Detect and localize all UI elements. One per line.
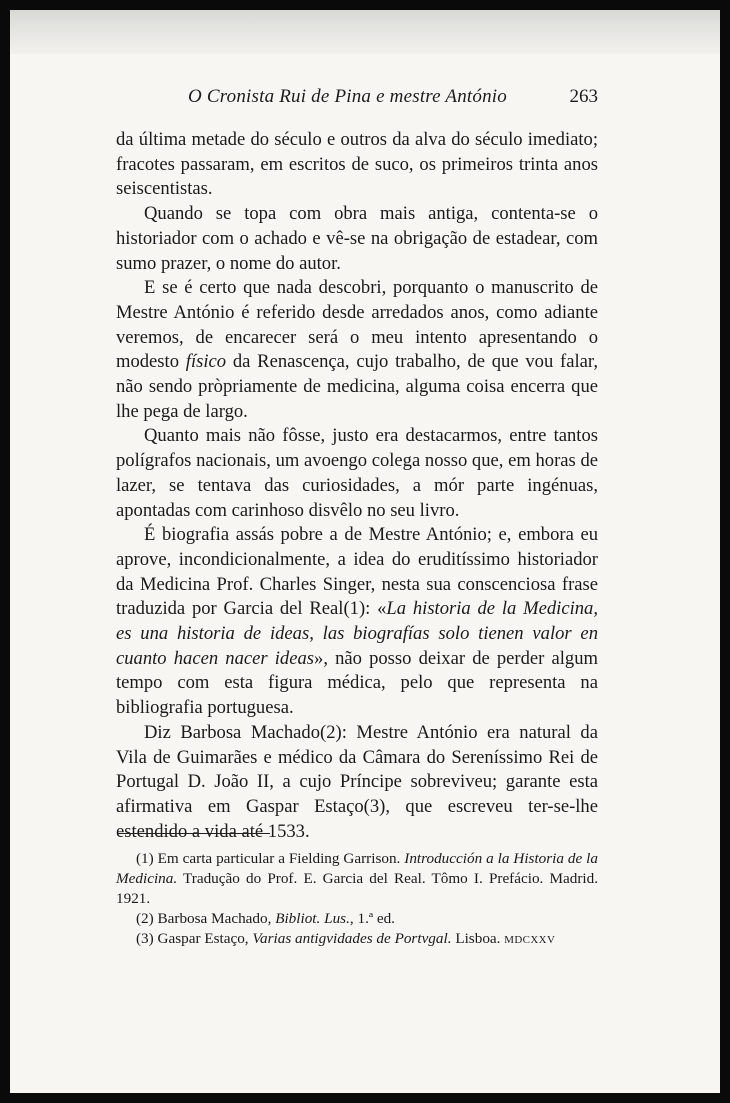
footnote-2-mark: (2) <box>136 910 154 927</box>
page-number: 263 <box>569 86 598 107</box>
footnote-3-year: MDCXXV <box>504 934 556 946</box>
footnote-1 <box>116 849 598 909</box>
paragraph-6-text-mid: : Mestre António era natural da Vila de Guimarães e médico da Câmara do Sereníssimo Rei de Portugal D. João II, a cujo Príncipe sobreviveu; garante esta afirmativa em Gaspar Estaço <box>116 721 598 817</box>
paragraph-3-italic: físico <box>185 351 227 373</box>
paragraph-6 <box>116 721 598 845</box>
scan-shadow-band <box>10 10 720 54</box>
paragraph-5 <box>116 523 598 721</box>
footnote-3-text: Gaspar Estaço, <box>153 930 253 947</box>
paragraph-4 <box>116 424 598 523</box>
paragraph-3-text-end: da Renascença, cujo trabalho, de que vou falar, não sendo pròpriamente de medicina, alguma coisa encerra que lhe pega de largo. <box>116 351 598 422</box>
footnote-2 <box>116 909 598 929</box>
paragraph-5-quote: La historia de la Medicina, es una historia de ideas, las biografías solo tienen valor en cuanto hacen nacer ideas <box>116 598 598 669</box>
footnote-3-mark: (3) <box>136 930 154 947</box>
footnote-1-title: Introducción a la Historia de la Medicina. <box>116 850 598 887</box>
paragraph-3 <box>116 276 598 424</box>
page <box>10 10 720 1093</box>
footnote-3-title: Varias antigvidades de Portvgal. <box>252 930 452 947</box>
paragraph-5-quote-open: : « <box>365 598 387 620</box>
paragraph-4-text: Quanto mais não fôsse, justo era destacarmos, entre tantos polígrafos nacionais, um avoengo colega nosso que, em horas de lazer, se tentava das curiosidades, a mór parte ingénuas, apontadas com carinhoso disvêlo no seu livro. <box>116 425 598 521</box>
paragraph-3-text: E se é certo que nada descobri, porquanto o manuscrito de Mestre António é referido desde arredados anos, como adiante veremos, de encarecer será o meu intento apresentando o modesto <box>116 277 598 373</box>
footnote-1-rest: Tradução do Prof. E. Garcia del Real. Tômo I. Prefácio. Madrid. 1921. <box>116 870 598 907</box>
footnote-rule <box>118 833 270 834</box>
footnote-2-text: Barbosa Machado, <box>153 910 276 927</box>
footnote-1-text: Em carta particular a Fielding Garrison. <box>153 850 405 867</box>
paragraph-2 <box>116 202 598 276</box>
footnote-ref-1: (1) <box>343 598 366 620</box>
footnote-1-mark: (1) <box>136 850 154 867</box>
footnote-2-title: Bibliot. Lus. <box>275 910 350 927</box>
paragraph-1-text: da última metade do século e outros da alva do século imediato; fracotes passaram, em escritos de suco, os primeiros trinta anos seiscentistas. <box>116 129 598 200</box>
footnote-2-rest: , 1.ª ed. <box>349 910 395 927</box>
footnote-3-rest: Lisboa. <box>451 930 505 947</box>
running-title: O Cronista Rui de Pina e mestre António <box>188 86 507 107</box>
paragraph-1 <box>116 128 598 202</box>
paragraph-6-text-end: , que escreveu ter-se-lhe estendido a vida até 1533. <box>116 795 598 842</box>
paragraph-5-text: É biografia assás pobre a de Mestre António; e, embora eu aprove, incondicionalmente, a idea do eruditíssimo historiador da Medicina Prof. Charles Singer, nesta sua conscenciosa frase traduzida por Garcia del Real <box>116 524 598 620</box>
footnote-3 <box>116 929 598 950</box>
paragraph-2-text: Quando se topa com obra mais antiga, contenta-se o historiador com o achado e vê-se na obrigação de estadear, com sumo prazer, o nome do autor. <box>116 203 598 274</box>
paragraph-6-text: Diz Barbosa Machado <box>144 721 321 743</box>
main-text <box>116 128 598 844</box>
paragraph-5-text-end: », não posso deixar de perder algum tempo com esta figura médica, pelo que representa na bibliografia portuguesa. <box>116 647 598 719</box>
footnote-ref-2: (2) <box>320 721 342 743</box>
footnotes <box>116 849 598 950</box>
footnote-ref-3: (3) <box>363 795 386 817</box>
